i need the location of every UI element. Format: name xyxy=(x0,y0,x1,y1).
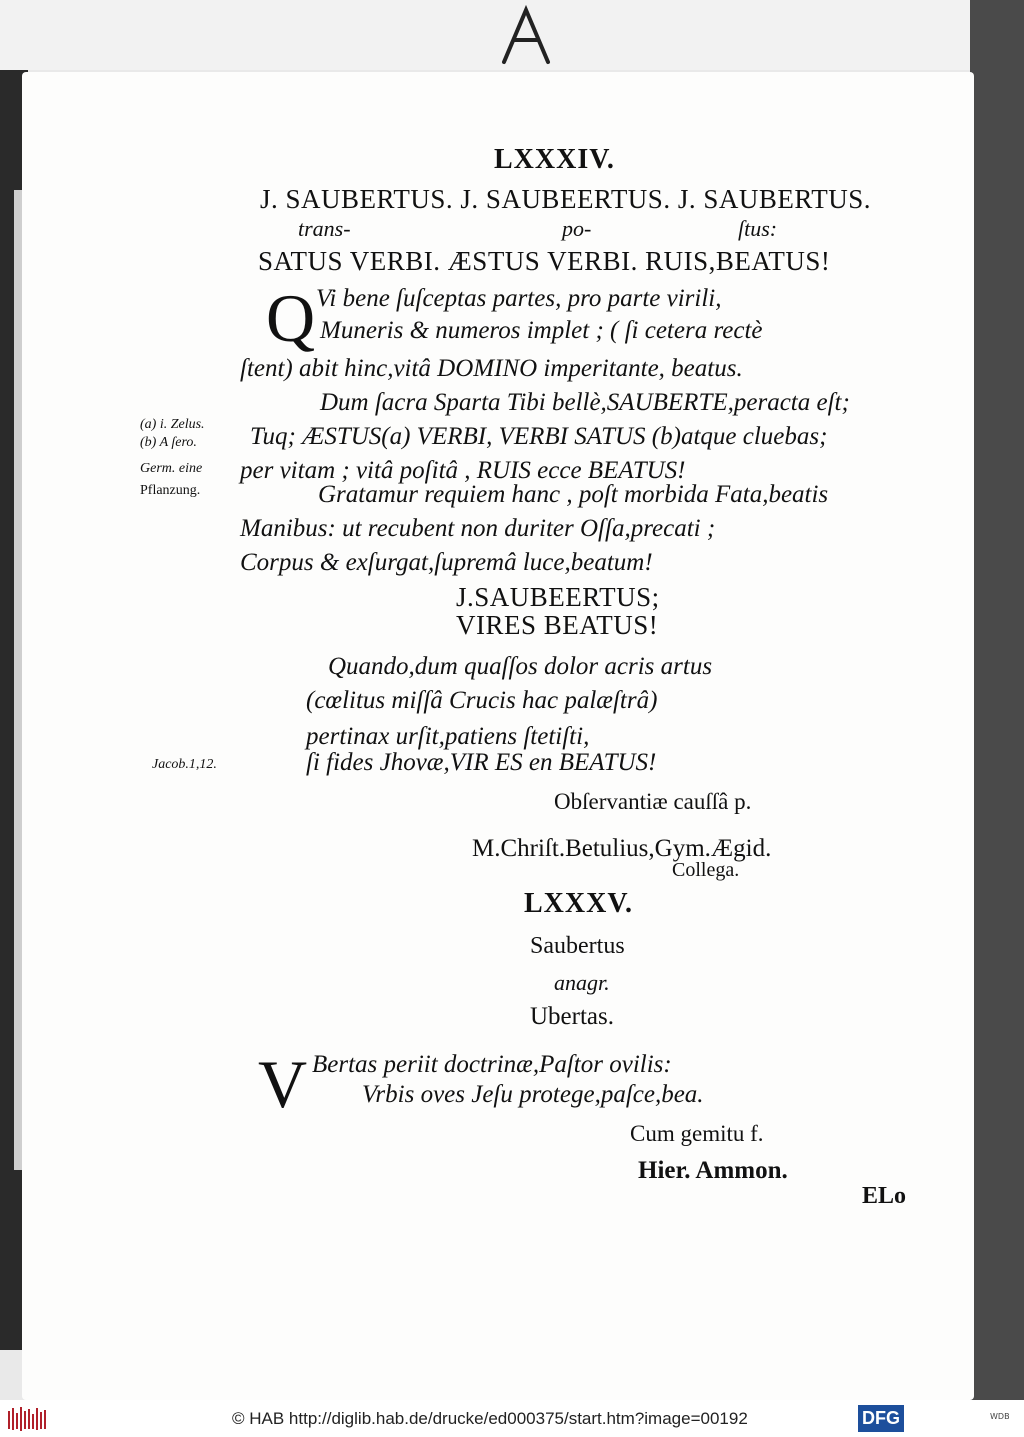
verse-line: pertinax urſit,patiens ſtetiſti, xyxy=(306,723,590,750)
verse-line: Bertas periit doctrinæ,Paſtor ovilis: xyxy=(312,1051,672,1078)
wdb-label: WDB xyxy=(990,1412,1010,1421)
hab-logo-icon xyxy=(6,1405,48,1433)
poem-number: LXXXV. xyxy=(524,888,633,919)
poem2-title: J.SAUBEERTUS; xyxy=(456,582,660,612)
anagram-word: Saubertus xyxy=(530,933,625,959)
dfg-logo: DFG xyxy=(858,1405,904,1432)
page-edge xyxy=(970,0,1024,1400)
verse-line: Quando,dum quaſſos dolor acris artus xyxy=(328,653,713,680)
verse-line: ſi fides Jhovæ,VIR ES en BEATUS! xyxy=(306,749,657,776)
author: M.Chriſt.Betulius,Gym.Ægid. xyxy=(472,835,772,862)
verse-line: Manibus: ut recubent non duriter Oſſa,precati ; xyxy=(240,515,716,542)
poem-number: LXXXIV. xyxy=(494,144,615,175)
anagram-line: SATUS VERBI. ÆSTUS VERBI. RUIS,BEATUS! xyxy=(258,246,831,276)
handwritten-mark xyxy=(490,4,570,66)
subscript-trans: trans- xyxy=(298,216,351,241)
verse-line: Vrbis oves Jeſu protege,paſce,bea. xyxy=(362,1081,704,1108)
verse-line: Vi bene ſuſceptas partes, pro parte virili, xyxy=(316,285,722,312)
verse-line: (cœlitus miſſâ Crucis hac palæſtrâ) xyxy=(306,687,658,714)
verse-line: Corpus & exſurgat,ſupremâ luce,beatum! xyxy=(240,549,653,576)
copyright-link[interactable]: © HAB http://diglib.hab.de/drucke/ed000375/start.htm?image=00192 xyxy=(232,1409,748,1428)
observance-line: Obſervantiæ cauſſâ p. xyxy=(554,789,752,814)
drop-cap: Q xyxy=(266,280,316,356)
footer-bar xyxy=(0,1400,1024,1437)
drop-cap: V xyxy=(258,1046,308,1122)
author-role: Collega. xyxy=(672,859,740,881)
catchword: ELo xyxy=(862,1183,907,1209)
verse-line: per vitam ; vitâ poſitâ , RUIS ecce BEATUS! xyxy=(240,457,686,484)
anagram-label: anagr. xyxy=(554,970,610,995)
verse-line: Gratamur requiem hanc , poſt morbida Fata,beatis xyxy=(318,481,829,508)
verse-line: Tuq; ÆSTUS(a) VERBI, VERBI SATUS (b)atque cluebas; xyxy=(250,423,828,450)
book-page xyxy=(22,72,974,1400)
anagram-result: Ubertas. xyxy=(530,1003,614,1030)
verse-line: ſtent) abit hinc,vitâ DOMINO imperitante, beatus. xyxy=(240,355,743,382)
name-line: J. SAUBERTUS. J. SAUBEERTUS. J. SAUBERTUS. xyxy=(260,184,871,214)
margin-note: (b) A ſero. xyxy=(140,435,197,450)
margin-note: Pflanzung. xyxy=(140,483,201,498)
verse-line: Dum ſacra Sparta Tibi bellè,SAUBERTE,peracta eſt; xyxy=(320,389,850,416)
author: Hier. Ammon. xyxy=(638,1157,788,1184)
cum-gemitu: Cum gemitu f. xyxy=(630,1121,764,1146)
verse-line: Muneris & numeros implet ; ( ſi cetera rectè xyxy=(320,317,763,344)
margin-reference: Jacob.1,12. xyxy=(152,757,217,772)
margin-note: Germ. eine xyxy=(140,461,203,476)
poem2-title: VIRES BEATUS! xyxy=(456,610,659,640)
subscript-po: po- xyxy=(562,216,592,241)
margin-note: (a) i. Zelus. xyxy=(140,417,205,432)
subscript-stus: ſtus: xyxy=(738,216,778,241)
